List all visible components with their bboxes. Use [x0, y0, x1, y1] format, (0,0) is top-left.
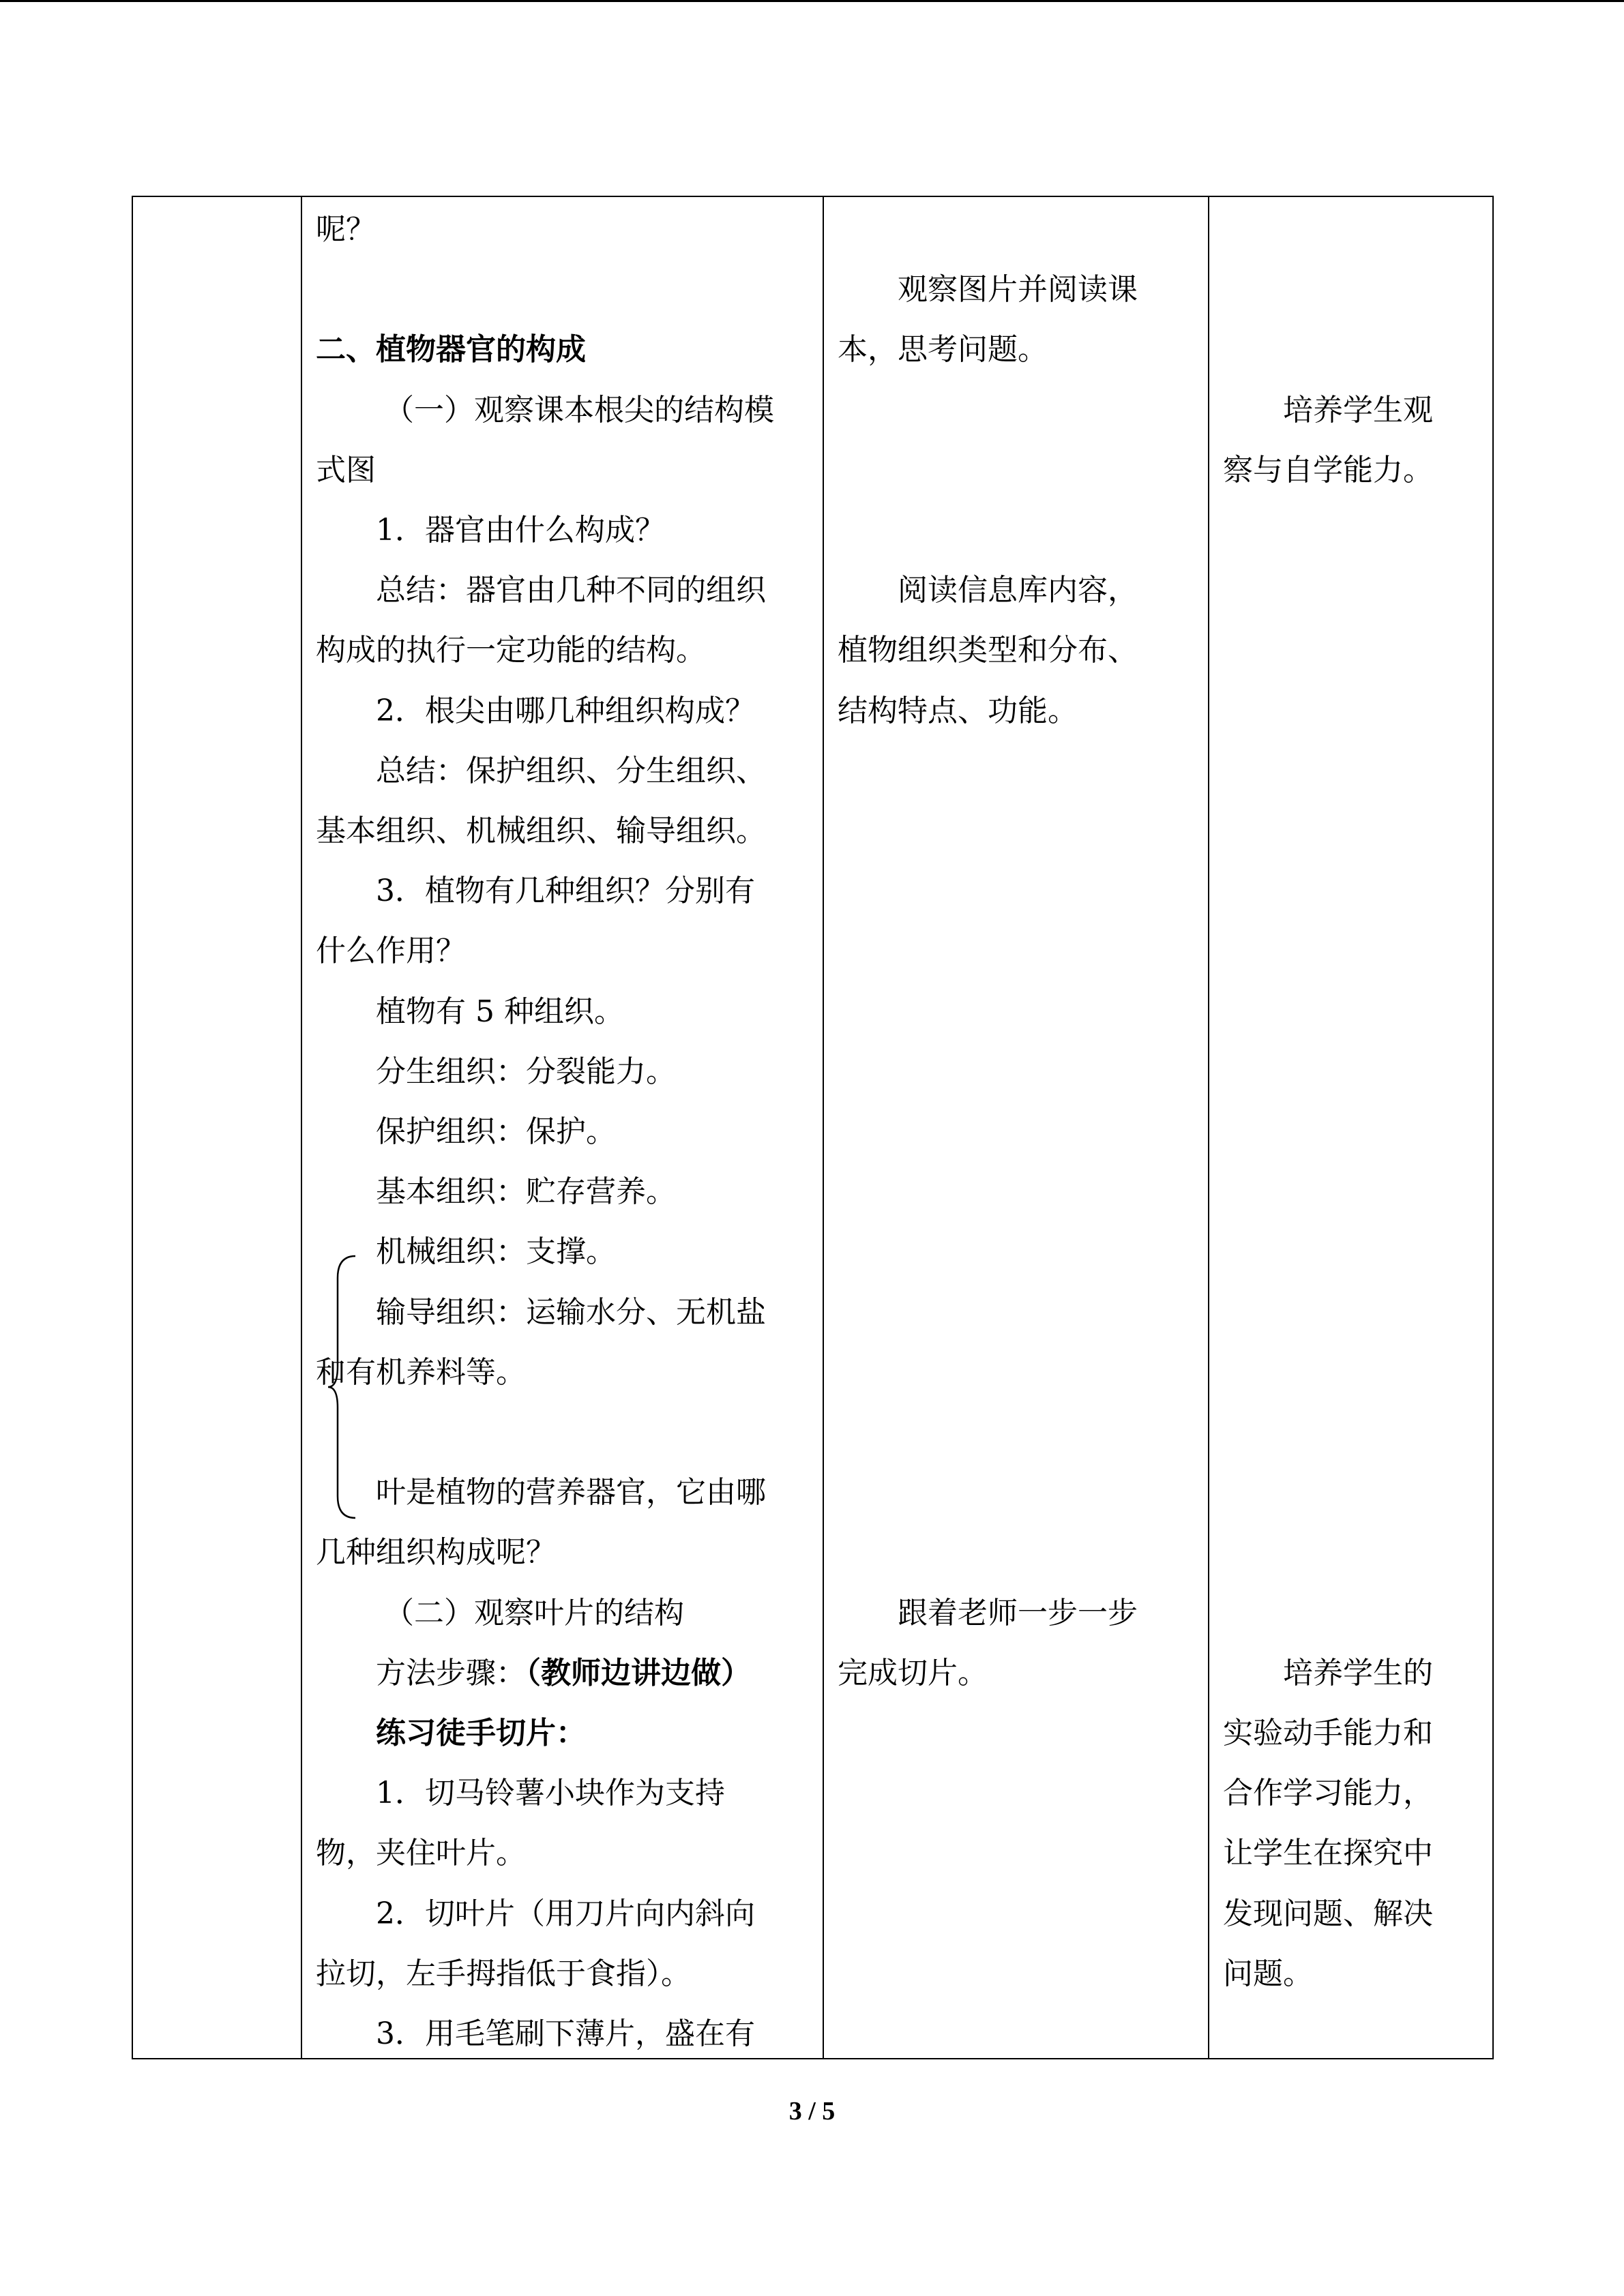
text-line-head: 方法步骤：	[376, 1655, 526, 1690]
design-intent-cell	[1209, 196, 1493, 2059]
text-line: 机械组织：支撑。	[376, 1234, 616, 1270]
student-activity-cell	[823, 196, 1209, 2059]
text-line: 阅读信息库内容，	[898, 573, 1138, 608]
text-line: 和有机养料等。	[316, 1354, 526, 1390]
text-line: （二）观察叶片的结构	[384, 1595, 684, 1630]
text-line: 3．植物有几种组织？分别有	[376, 874, 755, 909]
teacher-activity-cell	[301, 196, 823, 2059]
text-line: 分生组织：分裂能力。	[376, 1054, 676, 1089]
text-line: 1．切马铃薯小块作为支持	[376, 1776, 725, 1811]
text-line: 总结：器官由几种不同的组织	[376, 573, 766, 608]
text-line: 练习徒手切片：	[376, 1716, 586, 1750]
text-line: 几种组织构成呢？	[316, 1535, 556, 1570]
text-line: 2．切叶片（用刀片向内斜向	[376, 1896, 755, 1931]
text-line: 2．根尖由哪几种组织构成？	[376, 693, 755, 728]
text-line: 式图	[316, 452, 376, 488]
page-top-border	[0, 0, 1624, 2]
text-line: 察与自学能力。	[1223, 452, 1433, 488]
text-line: 培养学生的	[1283, 1655, 1433, 1690]
text-line	[316, 1643, 751, 1703]
text-line: 基本组织：贮存营养。	[376, 1174, 676, 1210]
text-line: 培养学生观	[1283, 392, 1433, 428]
text-line: 发现问题、解决	[1223, 1896, 1433, 1931]
text-line: 输导组织：运输水分、无机盐	[376, 1294, 766, 1330]
text-line: 基本组织、机械组织、输导组织。	[316, 814, 766, 848]
text-line: 二、植物器官的构成	[316, 332, 586, 368]
text-line: 结构特点、功能。	[838, 693, 1078, 728]
text-line: 保护组织：保护。	[376, 1114, 616, 1149]
text-line: 让学生在探究中	[1223, 1836, 1433, 1871]
text-line: 跟着老师一步一步	[898, 1595, 1138, 1630]
teacher-activity-content	[302, 197, 823, 2058]
text-line: 植物有 5 种组织。	[376, 994, 624, 1029]
text-line-bold-tail: （教师边讲边做）	[526, 1655, 751, 1690]
text-line: 总结：保护组织、分生组织、	[376, 753, 766, 788]
text-line: 植物组织类型和分布、	[838, 633, 1138, 668]
lesson-plan-table	[132, 196, 1494, 2059]
design-intent-content	[1209, 197, 1492, 2058]
table-row	[132, 196, 1493, 2059]
text-line: 呢？	[316, 212, 376, 247]
text-line: 本，思考问题。	[838, 332, 1048, 368]
page-number: 3 / 5	[788, 2097, 836, 2126]
text-line: 完成切片。	[838, 1655, 988, 1690]
text-line: 实验动手能力和	[1223, 1716, 1433, 1750]
text-line: 合作学习能力，	[1223, 1776, 1433, 1811]
section-label-cell	[132, 196, 301, 2059]
student-activity-content	[824, 197, 1208, 2058]
text-line: （一）观察课本根尖的结构模	[384, 392, 774, 428]
text-line: 拉切，左手拇指低于食指）。	[316, 1956, 691, 1991]
text-line: 问题。	[1223, 1956, 1313, 1991]
text-line: 叶是植物的营养器官，它由哪	[376, 1475, 766, 1510]
text-line: 3．用毛笔刷下薄片，盛在有	[376, 2016, 755, 2051]
text-line: 观察图片并阅读课	[898, 272, 1138, 308]
text-line: 构成的执行一定功能的结构。	[316, 633, 706, 668]
text-line: 1．器官由什么构成？	[376, 513, 665, 548]
text-line: 什么作用？	[316, 934, 466, 969]
text-line: 物，夹住叶片。	[316, 1836, 526, 1871]
